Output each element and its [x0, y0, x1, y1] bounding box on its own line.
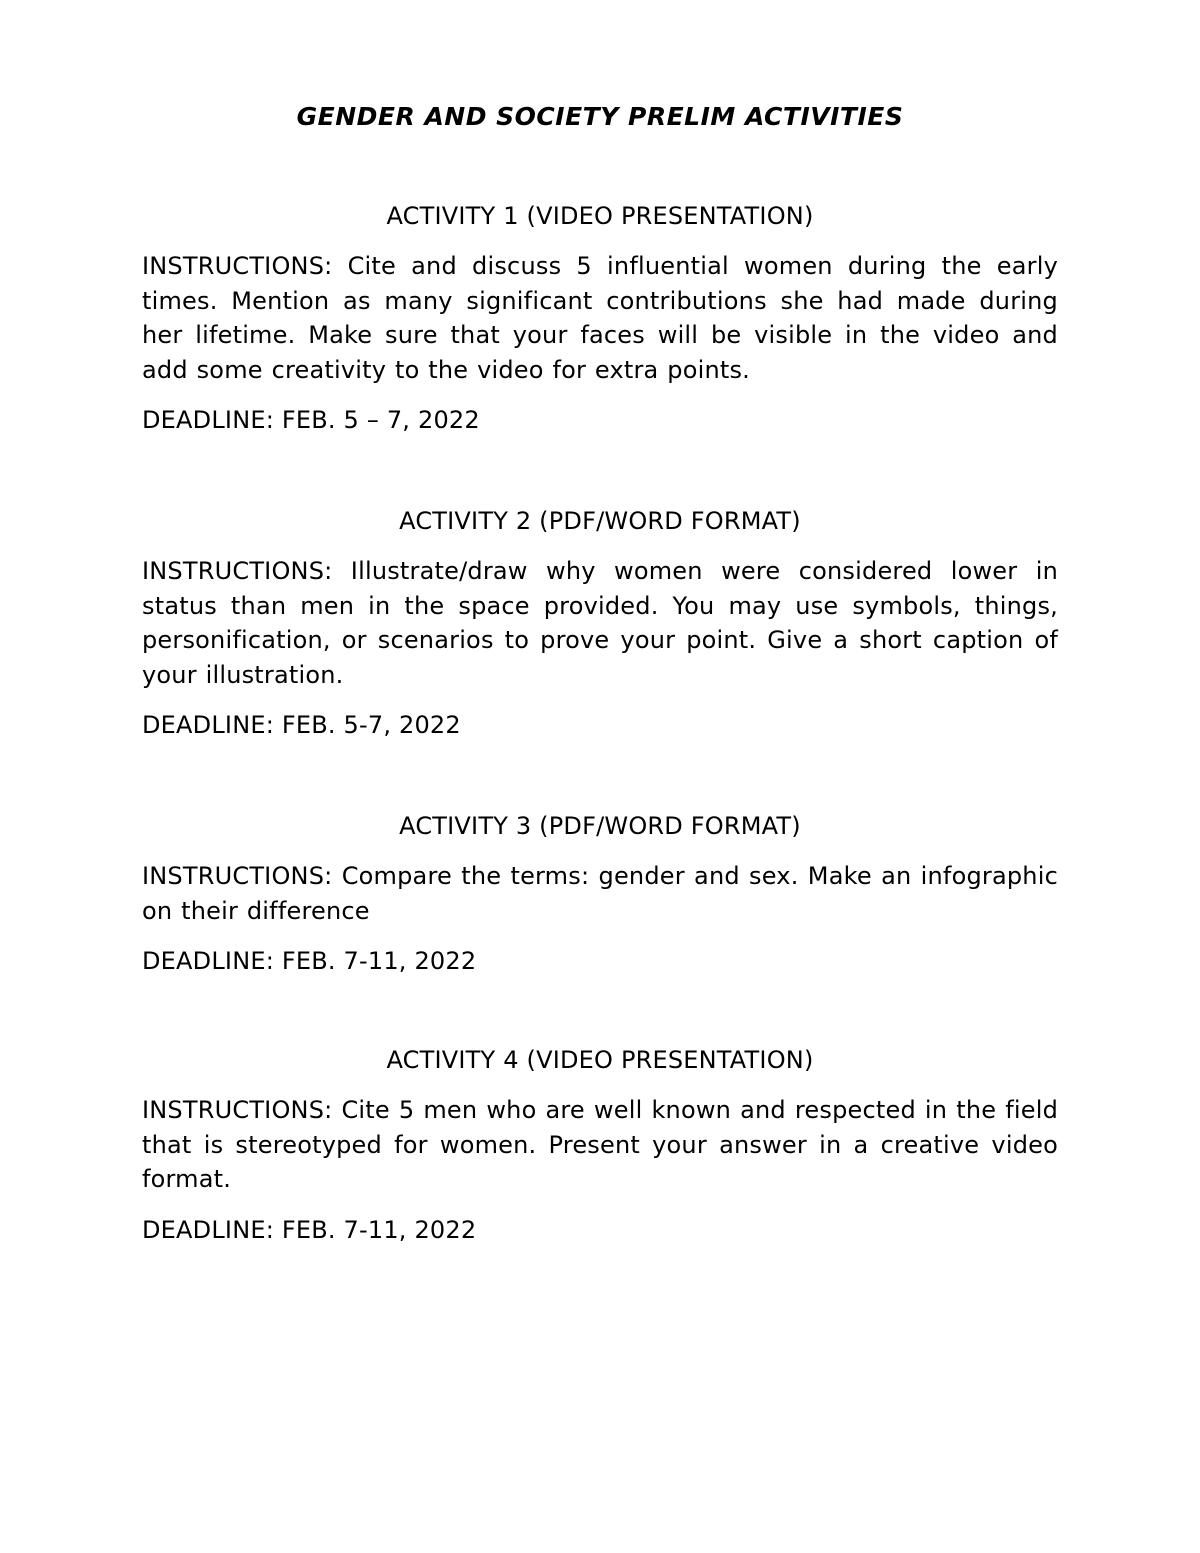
activity-heading: ACTIVITY 1 (VIDEO PRESENTATION): [386, 202, 814, 230]
activity-heading: ACTIVITY 2 (PDF/WORD FORMAT): [399, 507, 801, 535]
activity-heading: ACTIVITY 3 (PDF/WORD FORMAT): [399, 812, 801, 840]
activity-deadline: DEADLINE: FEB. 5-7, 2022: [142, 711, 461, 739]
activity-1-section: [142, 199, 1058, 437]
activity-2-section: [142, 504, 1058, 742]
activity-deadline: DEADLINE: FEB. 7-11, 2022: [142, 947, 477, 975]
document-title: GENDER AND SOCIETY PRELIM ACTIVITIES: [296, 102, 904, 131]
activity-instructions: INSTRUCTIONS: Compare the terms: gender and sex. Make an infographic on their difference: [142, 862, 1058, 925]
activity-4-section: [142, 1043, 1058, 1247]
activity-deadline: DEADLINE: FEB. 5 – 7, 2022: [142, 406, 480, 434]
activity-instructions: INSTRUCTIONS: Cite 5 men who are well known and respected in the field that is stereotyped for women. Present your answer in a creative video format.: [142, 1096, 1058, 1193]
activity-instructions: INSTRUCTIONS: Cite and discuss 5 influential women during the early times. Mention as many significant contributions she had made during her lifetime. Make sure that your faces will be visible in the video and add some creativity to the video for extra points.: [142, 252, 1058, 384]
activity-heading: ACTIVITY 4 (VIDEO PRESENTATION): [386, 1046, 814, 1074]
activity-instructions: INSTRUCTIONS: Illustrate/draw why women were considered lower in status than men in the space provided. You may use symbols, things, personification, or scenarios to prove your point. Give a short caption of your illustration.: [142, 557, 1058, 689]
activity-3-section: [142, 809, 1058, 978]
activity-deadline: DEADLINE: FEB. 7-11, 2022: [142, 1215, 477, 1244]
